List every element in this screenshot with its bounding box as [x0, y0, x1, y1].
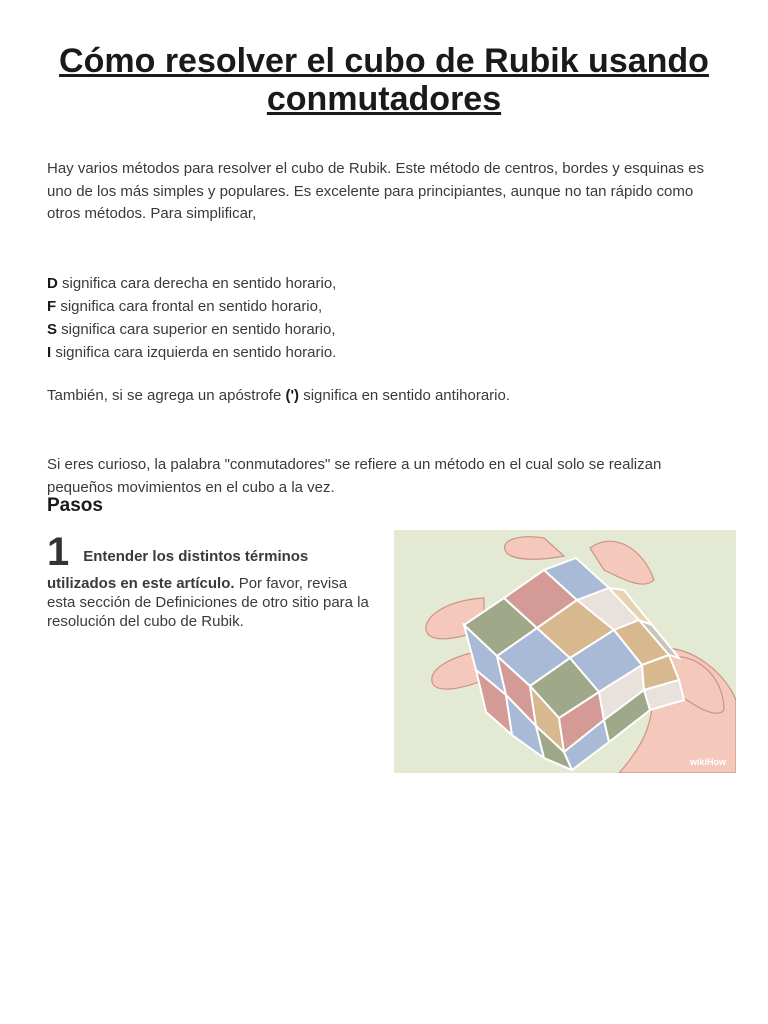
- apostrophe-mark: ('): [285, 387, 300, 404]
- rubik-cube-illustration: [394, 530, 736, 773]
- step-1-header: [47, 532, 387, 574]
- step-1-line2: [47, 574, 387, 593]
- definitions-list: [47, 272, 717, 364]
- step-number: 1: [47, 530, 70, 574]
- apostrophe-text-before: También, si se agrega un apóstrofe: [47, 387, 286, 404]
- step-text: esta sección de Definiciones de otro sitio para la: [47, 594, 369, 611]
- definition-item: [47, 318, 717, 341]
- apostrophe-text-after: significa en sentido antihorario.: [299, 387, 511, 404]
- step-text: resolución del cubo de Rubik.: [47, 613, 244, 630]
- definition-text: significa cara superior en sentido horario,: [57, 321, 336, 338]
- definition-key: D: [47, 275, 58, 292]
- definition-item: [47, 341, 717, 364]
- step-text: Por favor, revisa: [234, 575, 348, 592]
- apostrophe-note: [47, 385, 717, 408]
- step-title-line2: utilizados en este artículo.: [47, 575, 235, 592]
- definition-key: S: [47, 321, 58, 338]
- page-title: Cómo resolver el cubo de Rubik usando conmutadores: [59, 42, 709, 118]
- wikihow-logo: wikiHow: [690, 757, 727, 767]
- steps-heading: Pasos: [47, 495, 103, 516]
- definition-item: [47, 295, 717, 318]
- definition-text: significa cara frontal en sentido horario,: [56, 298, 323, 315]
- intro-paragraph: Hay varios métodos para resolver el cubo de Rubik. Este método de centros, bordes y esquinas es uno de los más simples y populares. Es excelente para principiantes, aunque no tan rápido como otros métodos. Para simplificar,: [47, 160, 705, 222]
- definition-item: [47, 272, 717, 295]
- definition-text: significa cara derecha en sentido horario,: [57, 275, 337, 292]
- definition-key: I: [47, 344, 52, 361]
- step-title-line1: Entender los distintos términos: [83, 548, 309, 565]
- definition-text: significa cara izquierda en sentido horario.: [51, 344, 337, 361]
- step-1: [47, 532, 387, 631]
- curious-paragraph: Si eres curioso, la palabra "conmutadores" se refiere a un método en el cual solo se realizan pequeños movimientos en el cubo a la vez.: [47, 456, 662, 496]
- definition-key: F: [47, 298, 57, 315]
